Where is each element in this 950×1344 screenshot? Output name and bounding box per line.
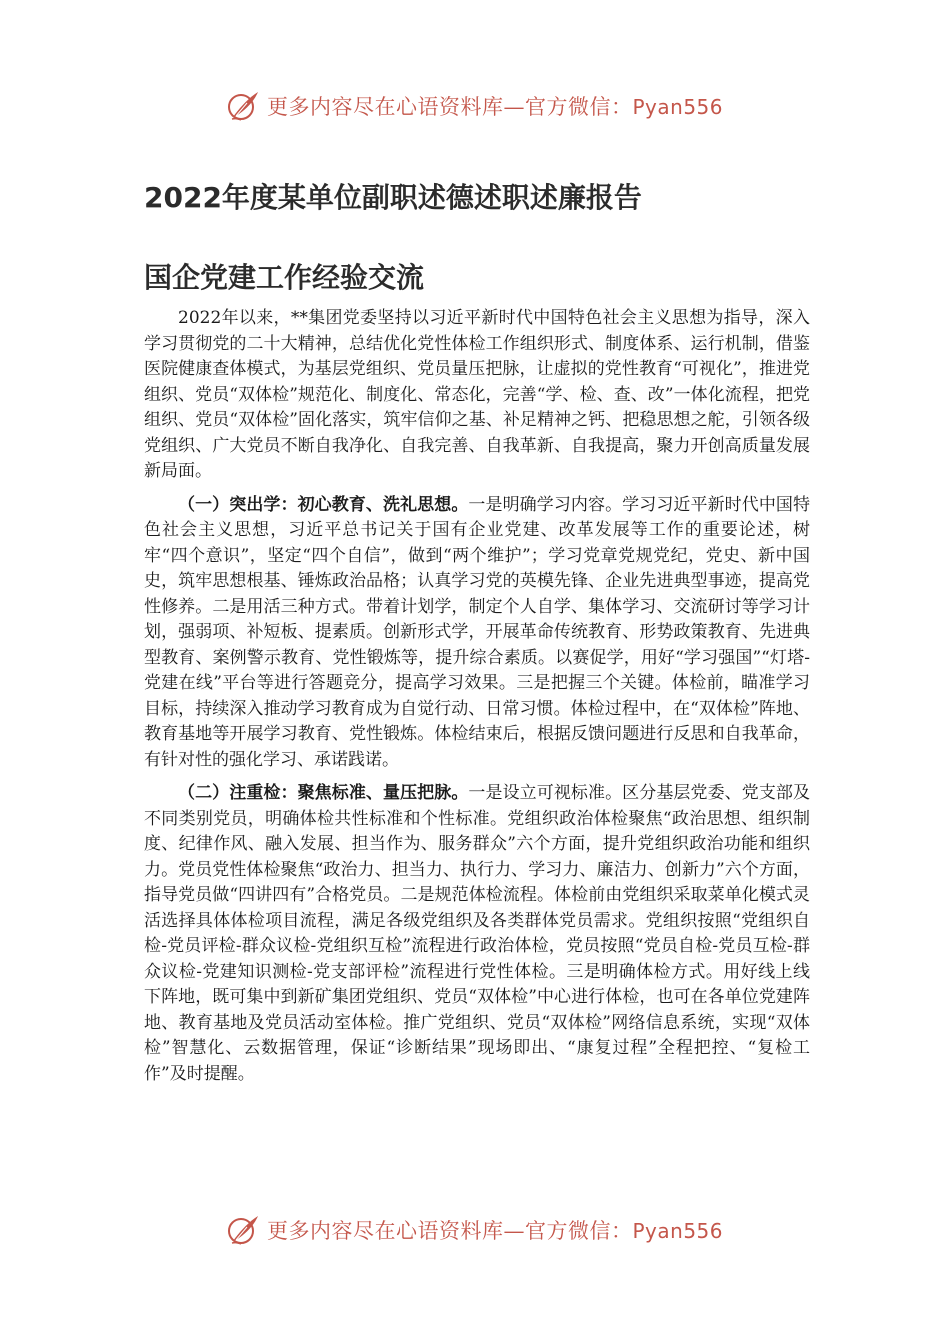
section-heading: （二）注重检：聚焦标准、量压把脉。: [178, 783, 469, 803]
document-title: 2022年度某单位副职述德述职述廉报告: [144, 181, 642, 214]
quill-pen-icon: [227, 89, 261, 123]
document-body: [144, 306, 810, 1095]
quill-pen-icon: [227, 1213, 261, 1247]
footer-watermark-banner: [0, 1208, 950, 1252]
intro-paragraph: 2022年以来，**集团党委坚持以习近平新时代中国特色社会主义思想为指导，深入学习贯彻党的二十大精神，总结优化党性体检工作组织形式、制度体系、运行机制，借鉴医院健康查体模式，为基层党组织、党员量压把脉，让虚拟的党性教育“可视化”，推进党组织、党员“双体检”规范化、制度化、常态化，完善“学、检、查、改”一体化流程，把党组织、党员“双体检”固化落实，筑牢信仰之基、补足精神之钙、把稳思想之舵，引领各级党组织、广大党员不断自我净化、自我完善、自我革新、自我提高，聚力开创高质量发展新局面。: [144, 308, 810, 481]
section-paragraph: [144, 781, 810, 1087]
section-paragraph: [144, 493, 810, 774]
section-body: 一是设立可视标准。区分基层党委、党支部及不同类别党员，明确体检共性标准和个性标准。党组织政治体检聚焦“政治思想、组织制度、纪律作风、融入发展、担当作为、服务群众”六个方面，提升党组织政治功能和组织力。党员党性体检聚焦“政治力、担当力、执行力、学习力、廉洁力、创新力”六个方面，指导党员做“四讲四有”合格党员。二是规范体检流程。体检前由党组织采取菜单化模式灵活选择具体体检项目流程，满足各级党组织及各类群体党员需求。党组织按照“党组织自检-党员评检-群众议检-党组织互检”流程进行政治体检，党员按照“党员自检-党员互检-群众议检-党建知识测检-党支部评检”流程进行党性体检。三是明确体检方式。用好线上线下阵地，既可集中到新矿集团党组织、党员“双体检”中心进行体检，也可在各单位党建阵地、教育基地及党员活动室体检。推广党组织、党员“双体检”网络信息系统，实现“双体检”智慧化、云数据管理，保证“诊断结果”现场即出、“康复过程”全程把控、“复检工作”及时提醒。: [144, 783, 811, 1084]
wechat-id: Pyan556: [632, 1219, 723, 1243]
banner-text: [267, 91, 723, 121]
wechat-id: Pyan556: [632, 95, 723, 119]
section-body: 一是明确学习内容。学习习近平新时代中国特色社会主义思想，习近平总书记关于国有企业党建、改革发展等工作的重要论述，树牢“四个意识”，坚定“四个自信”，做到“两个维护”；学习党章党规党纪，党史、新中国史，筑牢思想根基、锤炼政治品格；认真学习党的英模先锋、企业先进典型事迹，提高党性修养。二是用活三种方式。带着计划学，制定个人自学、集体学习、交流研讨等学习计划，强弱项、补短板、提素质。创新形式学，开展革命传统教育、形势政策教育、先进典型教育、案例警示教育、党性锻炼等，提升综合素质。以赛促学，用好“学习强国”“灯塔-党建在线”平台等进行答题竞分，提高学习效果。三是把握三个关键。体检前，瞄准学习目标，持续深入推动学习教育成为自觉行动、日常习惯。体检过程中，在“双体检”阵地、教育基地等开展学习教育、党性锻炼。体检结束后，根据反馈问题进行反思和自我革命，有针对性的强化学习、承诺践诺。: [144, 494, 811, 770]
banner-label: 更多内容尽在心语资料库—官方微信：: [266, 1219, 633, 1243]
banner-label: 更多内容尽在心语资料库—官方微信：: [266, 95, 633, 119]
header-watermark-banner: [0, 84, 950, 128]
document-subtitle: 国企党建工作经验交流: [144, 261, 425, 294]
section-heading: （一）突出学：初心教育、洗礼思想。: [178, 494, 469, 515]
banner-text: [267, 1215, 723, 1245]
